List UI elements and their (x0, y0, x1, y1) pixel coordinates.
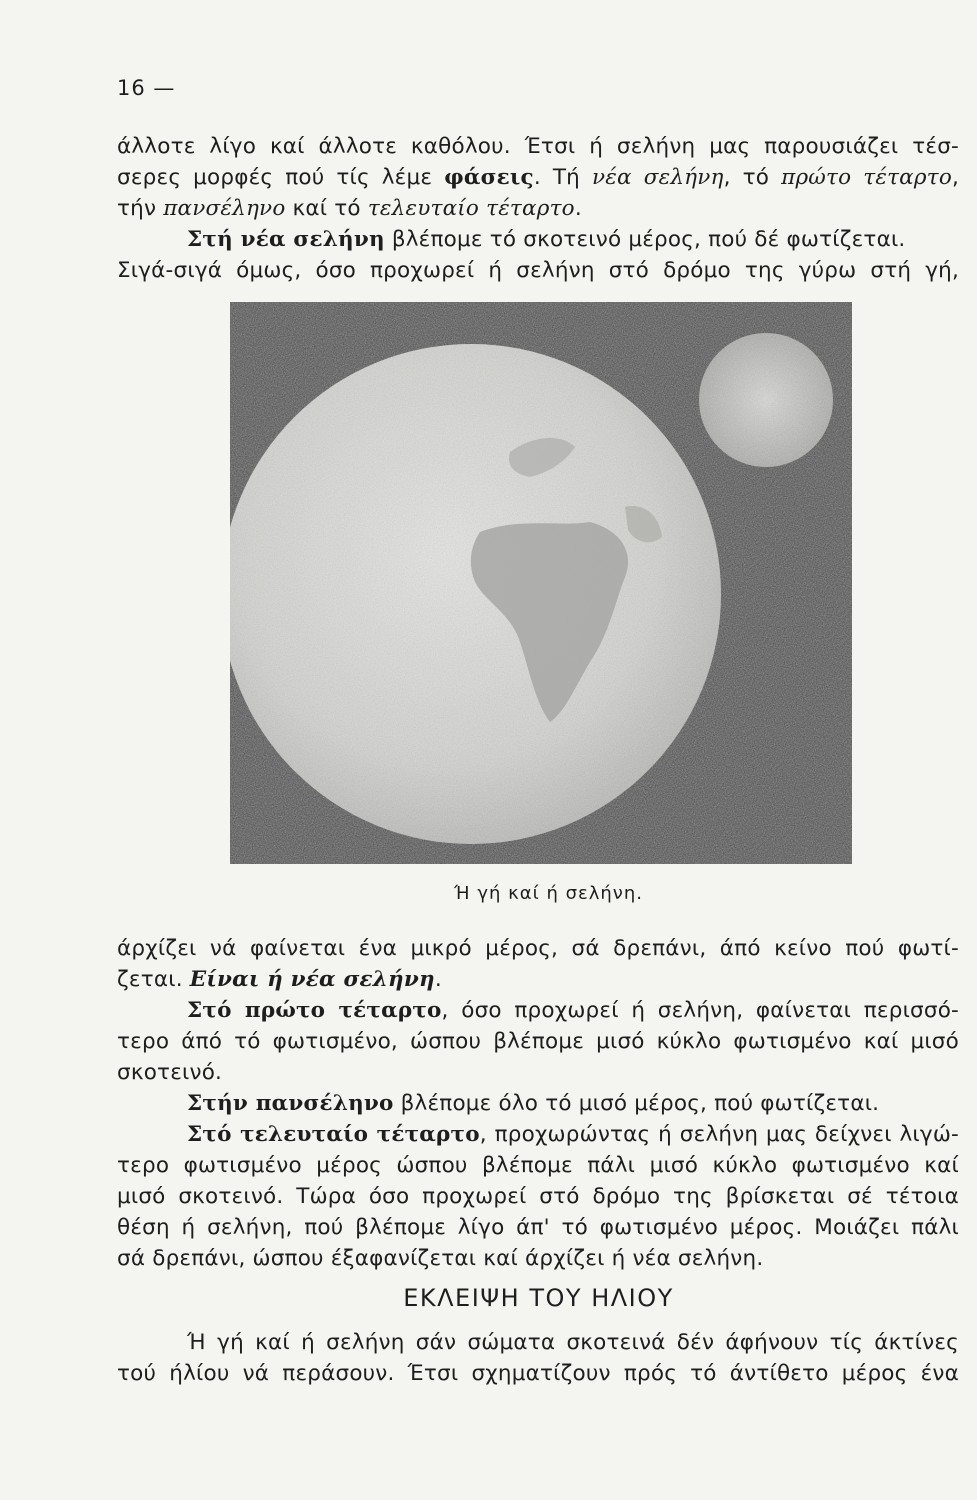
page-number: 16 — (117, 76, 176, 100)
text-run: . (434, 967, 442, 992)
text-run: τερο φωτισμένο μέρος ώσπου βλέπομε πάλι μισό κύκλο φωτισμένο καί (117, 1153, 959, 1178)
text-run: , προχωρώντας ή σελήνη μας δείχνει λιγώ- (479, 1122, 959, 1147)
text-run: θέση ή σελήνη, πού βλέπομε λίγο άπ' τό φωτισμένο μέρος. Μοιάζει πάλι (117, 1215, 959, 1240)
text-run: Ή γή καί ή σελήνη σάν σώματα σκοτεινά δέν άφήνουν τίς άκτίνες (187, 1330, 959, 1355)
text-run: . (574, 196, 582, 221)
text-run: βλέπομε τό σκοτεινό μέρος, πού δέ φωτίζεται. (384, 227, 906, 252)
text-line (117, 1243, 959, 1274)
text-line (117, 193, 959, 224)
text-run: , όσο προχωρεί ή σελήνη, φαίνεται περισσό- (441, 998, 960, 1023)
text-line (117, 933, 959, 964)
text-run: . Τή (533, 165, 592, 190)
bold-lead: Στό τελευταίο τέταρτο (187, 1122, 480, 1147)
text-line (117, 995, 959, 1026)
text-line (117, 224, 959, 255)
bold-lead: Στό πρώτο τέταρτο (187, 998, 442, 1023)
bold-lead: Στήν πανσέληνο (187, 1091, 394, 1116)
term-last-quarter: τελευταίο τέταρτο (367, 196, 575, 221)
term-first-quarter: πρώτο τέταρτο (781, 165, 952, 190)
text-run: , (951, 165, 960, 190)
text-run: βλέπομε όλο τό μισό μέρος, πού φωτίζεται. (393, 1091, 880, 1116)
text-run: άρχίζει νά φαίνεται ένα μικρό μέρος, σά δρεπάνι, άπό κείνο πού φωτί- (117, 936, 959, 961)
text-run: σά δρεπάνι, ώσπου έξαφανίζεται καί άρχίζει ή νέα σελήνη. (117, 1246, 764, 1271)
text-line (117, 1088, 959, 1119)
text-line (117, 1057, 959, 1088)
text-run: σερες μορφές πού τίς λέμε (117, 165, 445, 190)
text-run: άλλοτε λίγο καί άλλοτε καθόλου. Έτσι ή σελήνη μας παρουσιάζει τέσ- (117, 134, 959, 159)
text-line (117, 1212, 959, 1243)
text-run: , τό (723, 165, 782, 190)
text-run: τού ήλίου νά περάσουν. Έτσι σχηματίζουν πρός τό άντίθετο μέρος ένα (117, 1361, 959, 1386)
text-line (117, 1181, 959, 1212)
moon-disc (699, 333, 833, 467)
text-run: καί τό (285, 196, 368, 221)
text-line (117, 1026, 959, 1057)
text-run: μισό σκοτεινό. Τώρα όσο προχωρεί στό δρόμο της βρίσκεται σέ τέτοια (117, 1184, 959, 1209)
bold-lead: Στή νέα σελήνη (187, 227, 385, 252)
text-line (117, 255, 959, 286)
emphasis-new-moon: Είναι ή νέα σελήνη (189, 967, 435, 992)
term-phases: φάσεις (444, 165, 534, 190)
text-line (117, 162, 959, 193)
text-run: σκοτεινό. (117, 1060, 223, 1085)
eclipse-paragraph (117, 1327, 959, 1389)
term-full-moon: πανσέληνο (163, 196, 286, 221)
text-run: Σιγά-σιγά όμως, όσο προχωρεί ή σελήνη στό δρόμο της γύρω στή γή, (117, 258, 959, 283)
section-heading: ΕΚΛΕΙΨΗ ΤΟΥ ΗΛΙΟΥ (403, 1284, 674, 1312)
earth-disc (230, 344, 721, 844)
term-new-moon: νέα σελήνη (592, 165, 724, 190)
figure-caption: Ή γή καί ή σελήνη. (454, 883, 643, 904)
phases-paragraph (117, 933, 959, 1274)
text-run: τερο άπό τό φωτισμένο, ώσπου βλέπομε μισό κύκλο φωτισμένο καί μισό (117, 1029, 959, 1054)
intro-paragraph (117, 131, 959, 286)
earth-moon-photo (230, 302, 852, 864)
text-run: ζεται. (117, 967, 190, 992)
text-line (117, 1119, 959, 1150)
text-line (117, 1358, 959, 1389)
text-run: τήν (117, 196, 164, 221)
text-line (117, 964, 959, 995)
text-line (117, 1327, 959, 1358)
text-line (117, 1150, 959, 1181)
text-line (117, 131, 959, 162)
